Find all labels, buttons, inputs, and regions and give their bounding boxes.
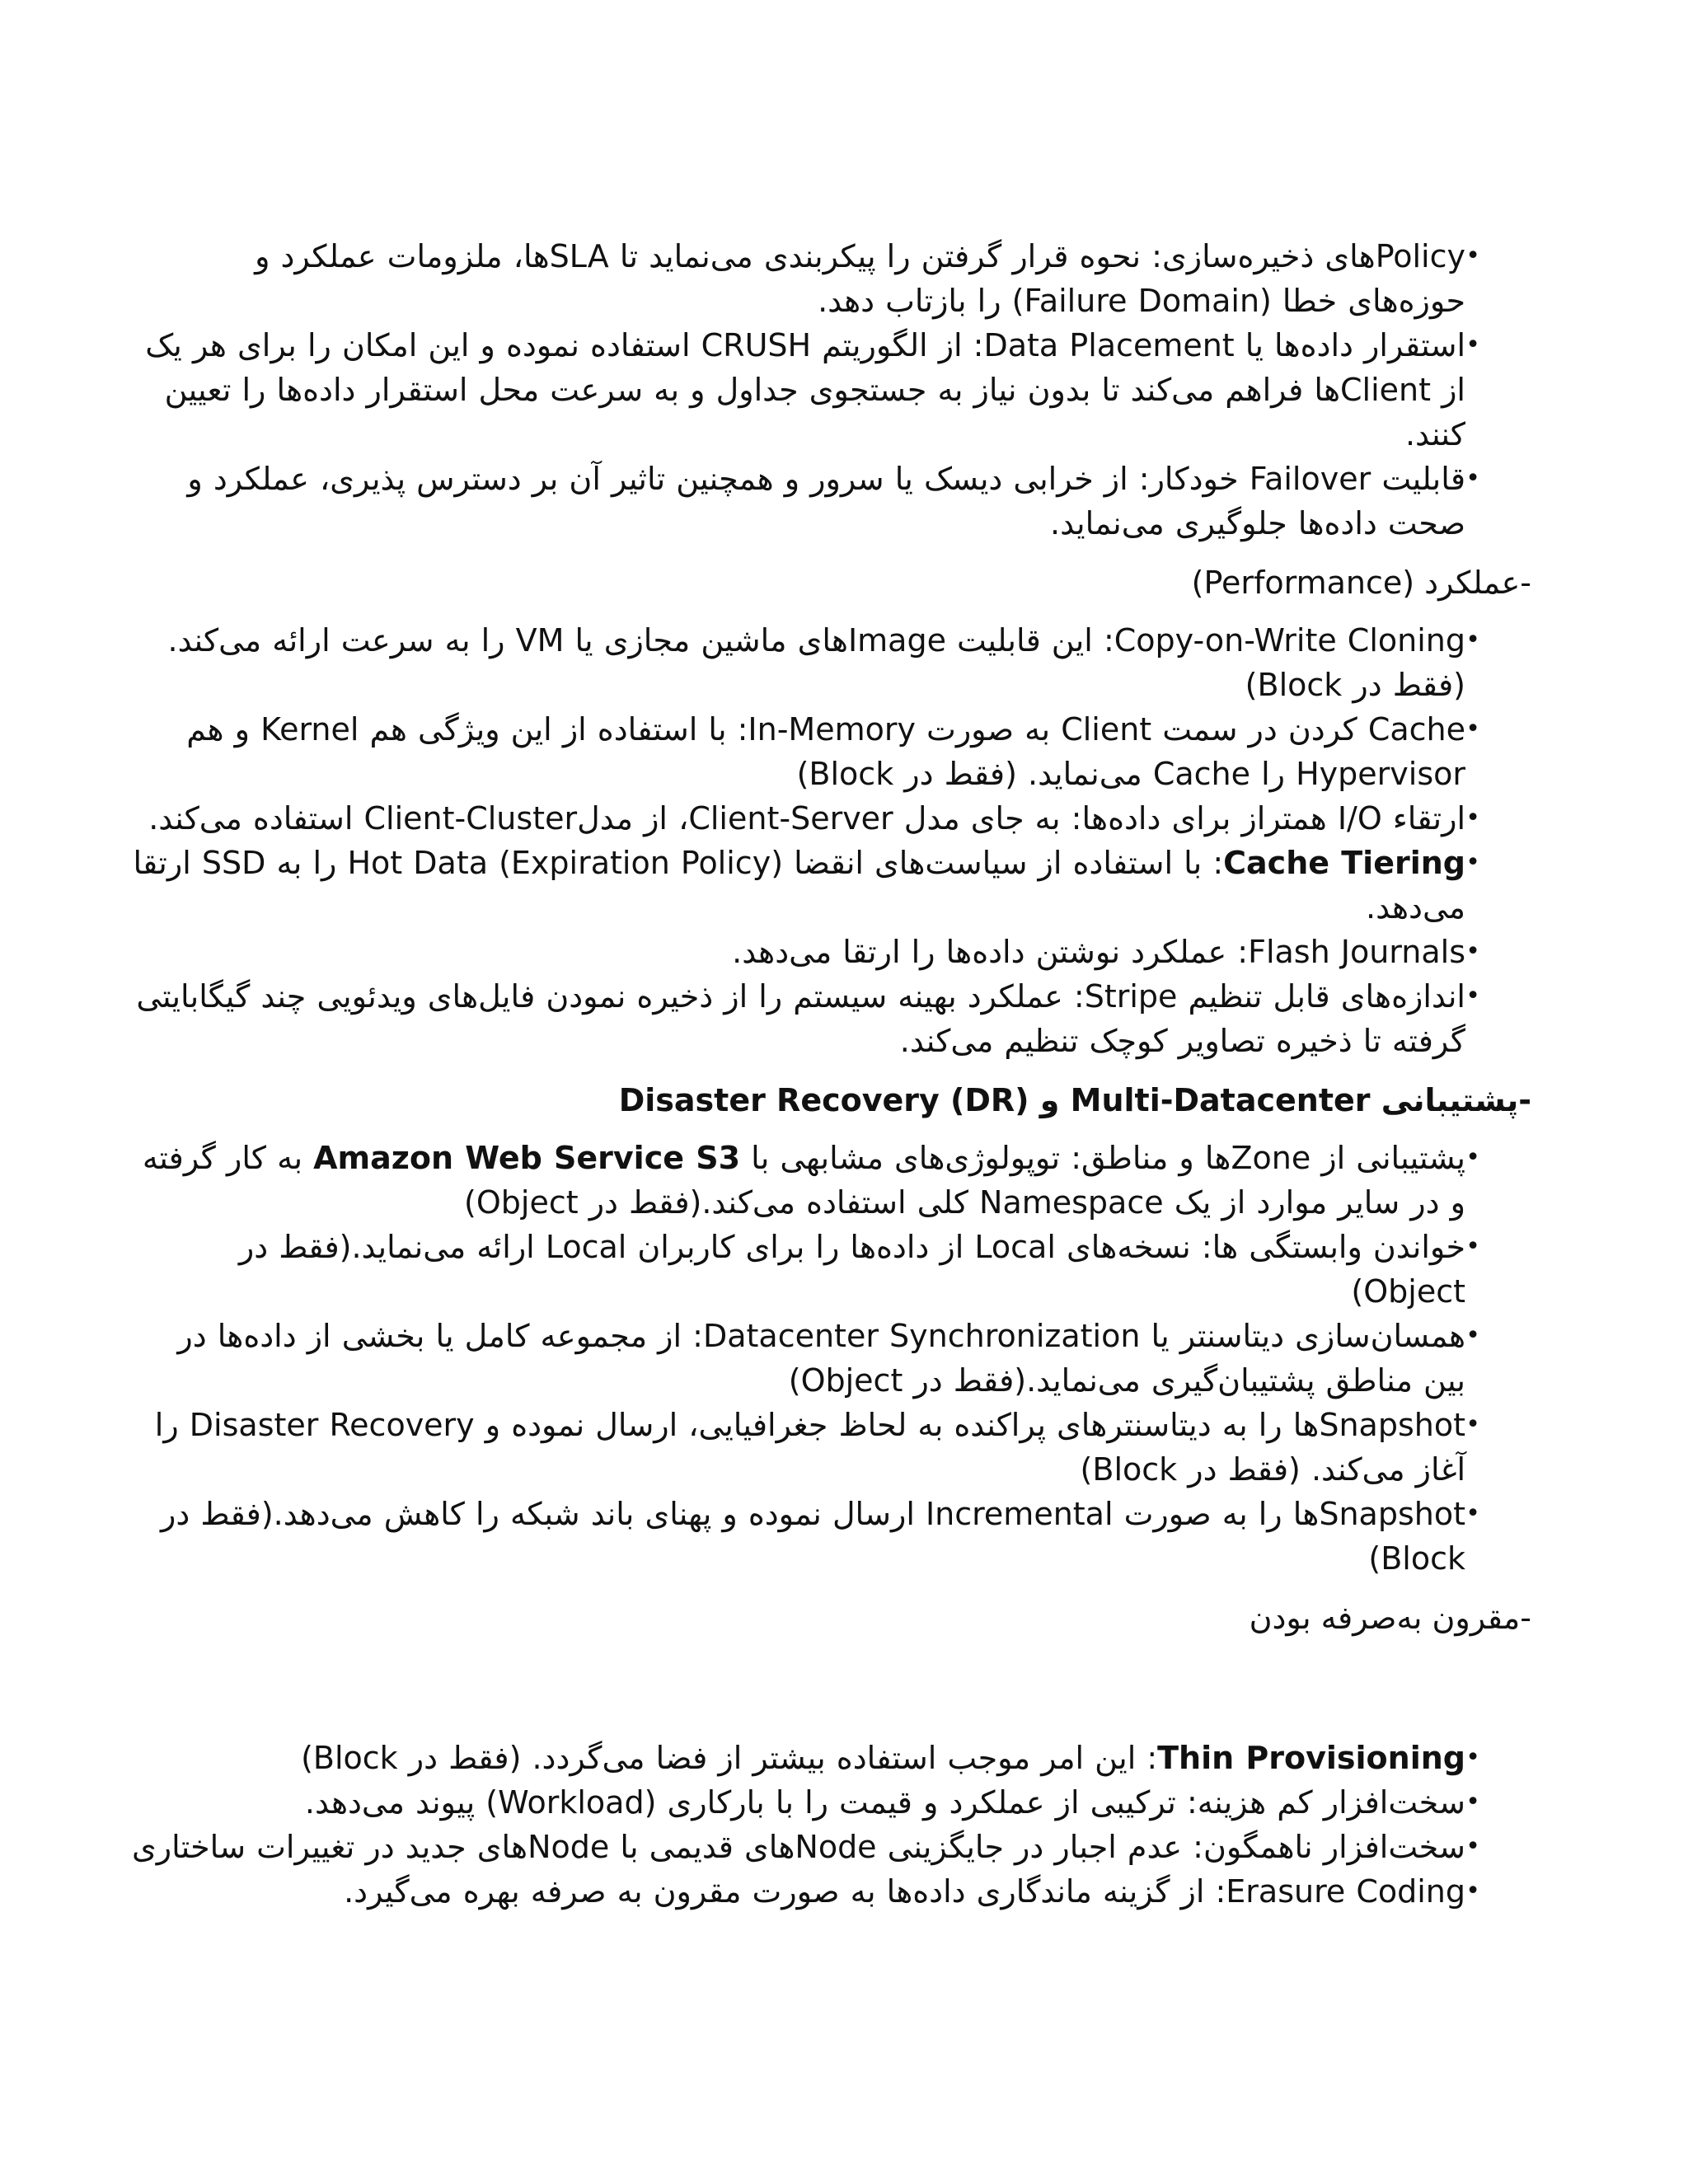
bullet-icon: • [1465, 937, 1480, 966]
item-text: : با استفاده از سیاست‌های انقضا (Expiration Policy) Hot Data را به SSD ارتقا می‌دهد. [133, 845, 1465, 926]
list-item [130, 1314, 1531, 1403]
bullet-icon: • [1465, 804, 1480, 832]
list-item [130, 1136, 1531, 1225]
bullet-icon: • [1465, 1499, 1480, 1528]
bullet-icon: • [1465, 1410, 1480, 1439]
list-item [130, 930, 1531, 974]
item-text: Erasure Coding: از گزینه ماندگاری داده‌ها به صورت مقرون به صرفه بهره می‌گیرد. [344, 1873, 1465, 1910]
section-heading: -عملکرد (Performance) [1191, 565, 1531, 601]
list-item [130, 323, 1531, 457]
bullet-icon: • [1465, 982, 1480, 1010]
bullet-icon: • [1465, 848, 1480, 877]
section-heading: -پشتیبانی Multi-Datacenter و Disaster Recovery (DR) [618, 1082, 1531, 1118]
bold-term: Thin Provisioning [1157, 1740, 1465, 1776]
list-item [130, 1869, 1531, 1914]
item-text: پشتیبانی از Zoneها و مناطق: توپولوژی‌های مشابهی با [740, 1140, 1465, 1176]
bullet-icon: • [1465, 626, 1480, 654]
bullet-icon: • [1465, 241, 1480, 270]
item-text: Policyهای ذخیره‌سازی: نحوه قرار گرفتن را پیکربندی می‌نماید تا SLAها، ملزومات عملکرد و حوزه‌های خطا (Failure Domain) را بازتاب دهد. [255, 238, 1465, 319]
item-text: استقرار داده‌ها یا Data Placement: از الگوریتم CRUSH استفاده نموده و این امکان را برای هر یک از Clientها فراهم می‌کند تا بدون نیاز به جستجوی جداول و به سرعت محل استقرار داده‌ها را تعیین کنند. [145, 327, 1465, 452]
list-item [130, 618, 1531, 707]
list-item [130, 841, 1531, 930]
item-text: Snapshotها را به صورت Incremental ارسال نموده و پهنای باند شبکه را کاهش می‌دهد.(فقط در Block) [161, 1496, 1465, 1577]
bullet-icon: • [1465, 1788, 1480, 1816]
bullet-icon: • [1465, 1877, 1480, 1905]
bold-term: Cache Tiering [1223, 845, 1465, 881]
list-item [130, 1403, 1531, 1492]
bullet-list [130, 618, 1531, 1063]
list-item [130, 707, 1531, 796]
list-item [130, 796, 1531, 841]
spacer [130, 1653, 1531, 1736]
item-text: خواندن وابستگی ها: نسخه‌های Local از داده‌ها را برای کاربران Local ارائه می‌نماید.(فقط در Object) [238, 1229, 1465, 1310]
list-item [130, 1492, 1531, 1581]
section-heading: -مقرون به‌صرفه بودن [1249, 1600, 1531, 1636]
item-text: Copy-on-Write Cloning: این قابلیت Imageهای ماشین مجازی یا VM را به سرعت ارائه می‌کند. (فقط در Block) [167, 622, 1465, 703]
list-item [130, 1225, 1531, 1314]
item-text: همسان‌سازی دیتاسنتر یا Datacenter Synchronization: از مجموعه کامل یا بخشی از داده‌ها در بین مناطق پشتیبان‌گیری می‌نماید.(فقط در Object) [177, 1318, 1465, 1399]
bullet-list [130, 234, 1531, 546]
item-text: قابلیت Failover خودکار: از خرابی دیسک یا سرور و همچنین تاثیر آن بر دسترس پذیری، عملکرد و صحت داده‌ها جلوگیری می‌نماید. [187, 461, 1465, 541]
bullet-icon: • [1465, 1321, 1480, 1350]
document-body [130, 234, 1531, 1914]
list-item [130, 974, 1531, 1063]
item-text: ارتقاء I/O همتراز برای داده‌ها: به جای مدل Client-Server، از مدلClient-Cluster استفاده می‌کند. [148, 800, 1465, 837]
bullet-icon: • [1465, 1143, 1480, 1172]
bullet-icon: • [1465, 1743, 1480, 1772]
bullet-icon: • [1465, 715, 1480, 743]
list-item [130, 457, 1531, 546]
bullet-icon: • [1465, 1832, 1480, 1861]
list-item [130, 234, 1531, 323]
bullet-list [130, 1736, 1531, 1914]
list-item [130, 1736, 1531, 1780]
item-text: : این امر موجب استفاده بیشتر از فضا می‌گردد. (فقط در Block) [301, 1740, 1158, 1776]
bullet-list [130, 1136, 1531, 1581]
item-text: اندازه‌های قابل تنظیم Stripe: عملکرد بهینه سیستم را از ذخیره نمودن فایل‌های ویدئویی چند گیگابایتی گرفته تا ذخیره تصاویر کوچک تنظیم می‌کند. [136, 978, 1465, 1059]
bold-term: Amazon Web Service S3 [313, 1140, 741, 1176]
list-item [130, 1825, 1531, 1869]
item-text: سخت‌افزار کم هزینه: ترکیبی از عملکرد و قیمت را با بارکاری (Workload) پیوند می‌دهد. [304, 1784, 1465, 1821]
item-text: Flash Journals: عملکرد نوشتن داده‌ها را ارتقا می‌دهد. [732, 934, 1465, 970]
bullet-icon: • [1465, 464, 1480, 493]
item-text: سخت‌افزار ناهمگون: عدم اجبار در جایگزینی Nodeهای قدیمی با Nodeهای جدید در تغییرات ساختاری [132, 1829, 1465, 1865]
bullet-icon: • [1465, 330, 1480, 359]
item-text: Snapshotها را به دیتاسنترهای پراکنده به لحاظ جغرافیایی، ارسال نموده و Disaster Recovery را آغاز می‌کند. (فقط در Block) [154, 1407, 1465, 1488]
item-text: Cache کردن در سمت Client به صورت In-Memory: با استفاده از این ویژگی هم Kernel و هم Hypervisor را Cache می‌نماید. (فقط در Block) [186, 711, 1465, 792]
list-item [130, 1780, 1531, 1825]
bullet-icon: • [1465, 1232, 1480, 1261]
item-text: به کار گرفته و در سایر موارد از یک Namespace کلی استفاده می‌کند.(فقط در Object) [142, 1140, 1465, 1221]
